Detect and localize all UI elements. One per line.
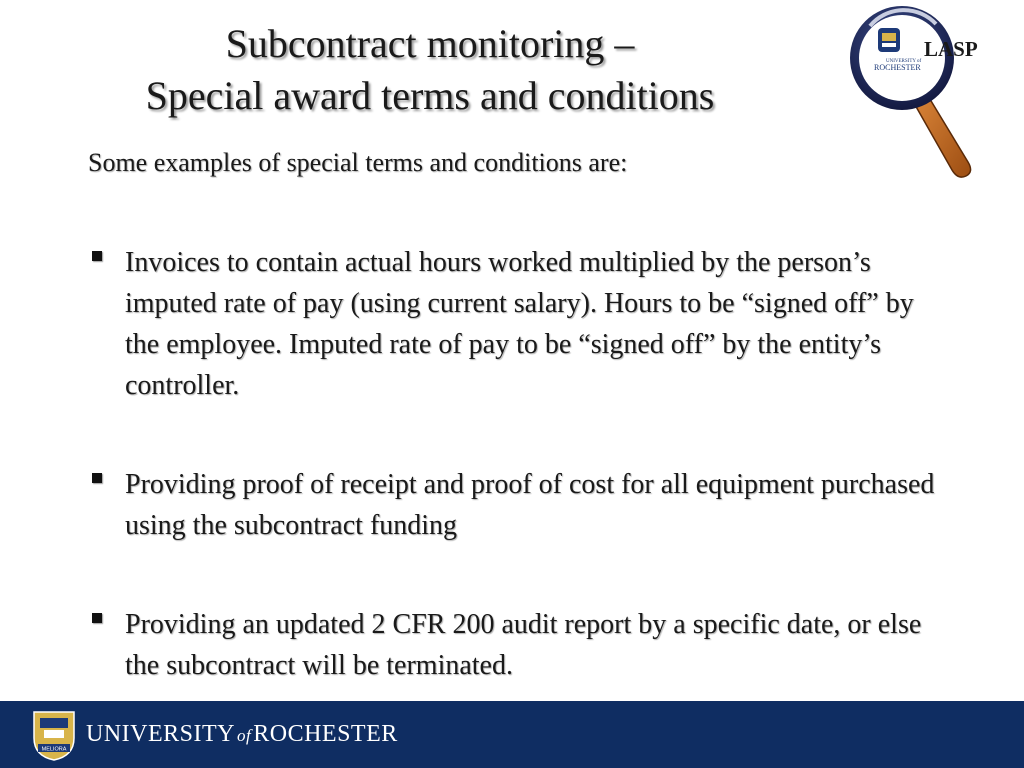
wordmark-rochester: ROCHESTER — [253, 721, 398, 747]
university-wordmark — [86, 721, 398, 748]
intro-text: Some examples of special terms and conditions are: — [88, 148, 628, 177]
footer-bar — [0, 701, 1024, 768]
square-bullet-icon — [92, 613, 102, 623]
lasp-magnifier-logo — [840, 0, 1010, 180]
square-bullet-icon — [92, 251, 102, 261]
seal-text: MELIORA — [41, 746, 67, 753]
bullet-text: Providing an updated 2 CFR 200 audit report by a specific date, or else the subcontract will be terminated. — [125, 609, 922, 681]
bullet-text: Providing proof of receipt and proof of cost for all equipment purchased using the subcontract funding — [125, 469, 935, 541]
slide-title — [0, 18, 860, 122]
slide-title-line-1: Subcontract monitoring – — [225, 21, 635, 66]
wordmark-of: of — [237, 726, 252, 745]
slide-title-line-2: Special award terms and conditions — [145, 73, 715, 118]
magnifying-glass-icon — [840, 0, 1010, 180]
logo-inner-line-1: UNIVERSITY of — [886, 59, 922, 64]
logo-inner-line-2: ROCHESTER — [874, 63, 921, 72]
wordmark-university: UNIVERSITY — [86, 721, 235, 747]
bullet-text: Invoices to contain actual hours worked multiplied by the person’s imputed rate of pay (using current salary). Hours to be “signed off” by the employee. Imputed rate of pay to be “signed off” by the entity’s controller. — [125, 247, 914, 401]
university-seal-icon — [30, 708, 78, 762]
square-bullet-icon — [92, 473, 102, 483]
lasp-label: LASP — [924, 37, 978, 61]
